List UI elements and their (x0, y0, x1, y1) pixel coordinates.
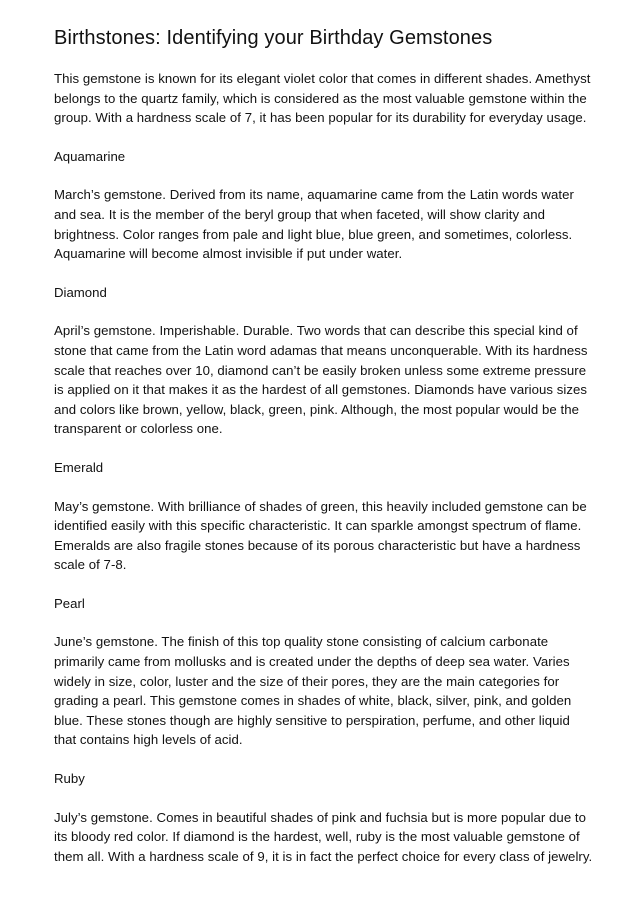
section-heading: Pearl (54, 595, 85, 611)
section-body: June’s gemstone. The finish of this top quality stone consisting of calcium carbonate primarily came from mollusks and is created under the depths of deep sea water. Varies widely in size, color, luster and the size of their pores, they are the main categories for grading a pearl. This gemstone comes in shades of white, black, silver, pink, and golden blue. These stones though are highly sensitive to perspiration, perfume, and other liquid that contains high levels of acid. (54, 634, 572, 748)
section-emerald (54, 458, 594, 575)
section-ruby (54, 769, 594, 866)
intro-paragraph: This gemstone is known for its elegant violet color that comes in different shades. Amethyst belongs to the quartz family, which is considered as the most valuable gemstone within the group. With a hardness scale of 7, it has been popular for its durability for everyday usage. (54, 71, 591, 126)
section-diamond (54, 283, 594, 439)
section-heading: Emerald (54, 459, 104, 475)
section-aquamarine (54, 147, 594, 264)
document-page (54, 24, 594, 885)
section-heading: Aquamarine (54, 148, 126, 164)
document-title: Birthstones: Identifying your Birthday Gemstones (54, 27, 493, 49)
section-body: May’s gemstone. With brilliance of shades of green, this heavily included gemstone can be identified easily with this specific characteristic. It can sparkle amongst spectrum of flame. Emeralds are also fragile stones because of its porous characteristic but have a hardness scale of 7-8. (54, 498, 587, 573)
section-pearl (54, 594, 594, 750)
section-body: July’s gemstone. Comes in beautiful shades of pink and fuchsia but is more popular due to its bloody red color. If diamond is the hardest, well, ruby is the most valuable gemstone of them all. With a hardness scale of 9, it is in fact the perfect choice for every class of jewelry. (54, 809, 593, 864)
section-body: April’s gemstone. Imperishable. Durable. Two words that can describe this special kind of stone that came from the Latin word adamas that means unconquerable. With its hardness scale that reaches over 10, diamond can’t be easily broken unless some extreme pressure is applied on it that makes it as the hardest of all gemstones. Diamonds have various sizes and colors like brown, yellow, black, green, pink. Although, the most popular would be the transparent or colorless one. (54, 323, 588, 437)
section-body: March’s gemstone. Derived from its name, aquamarine came from the Latin words water and sea. It is the member of the beryl group that when faceted, will show clarity and brightness. Color ranges from pale and light blue, blue green, and sometimes, colorless. Aquamarine will become almost invisible if put under water. (54, 187, 574, 262)
section-heading: Diamond (54, 284, 107, 300)
section-heading: Ruby (54, 771, 85, 787)
